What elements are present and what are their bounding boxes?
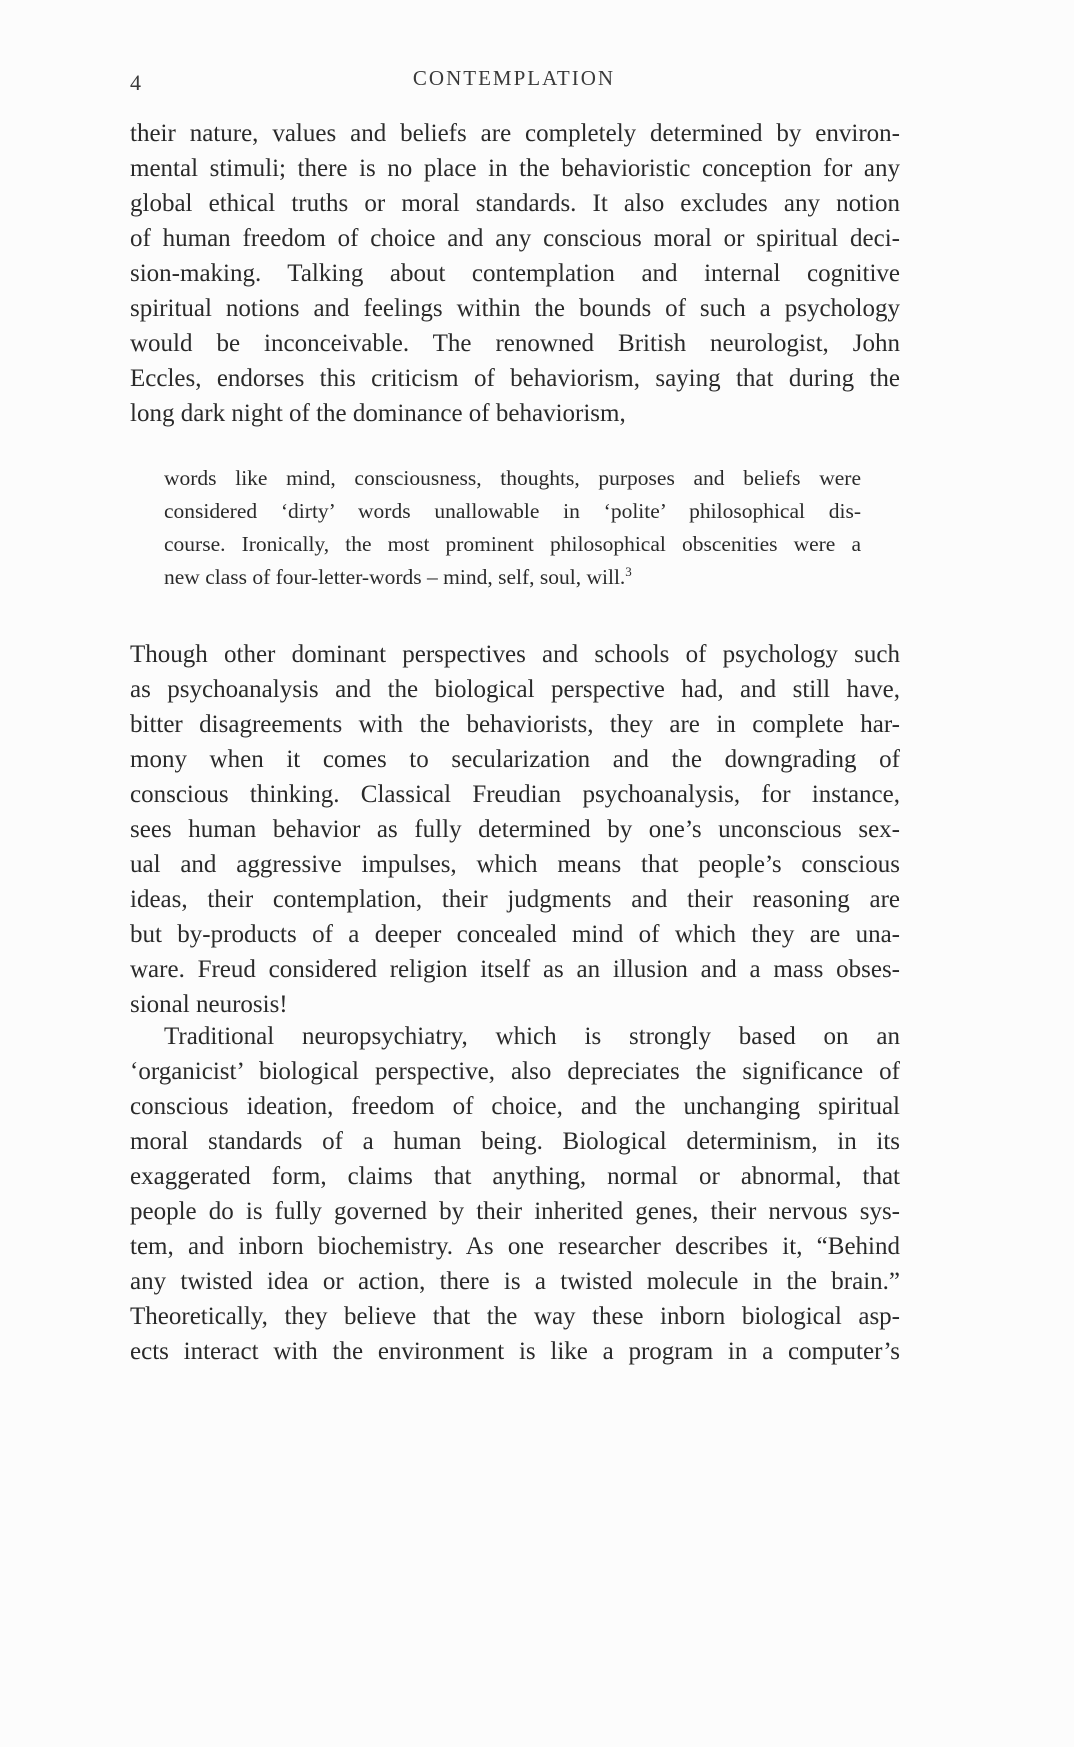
running-title: CONTEMPLATION [412,66,616,90]
text-line: bitter disagreements with the behaviorists, they are in complete har- [130,711,900,738]
quote-line: considered ‘dirty’ words unallowable in ‘polite’ philosophical dis- [164,499,861,523]
text-line: moral standards of a human being. Biological determinism, in its [130,1128,900,1155]
text-line: global ethical truths or moral standards. It also excludes any notion [130,190,900,217]
text-line: mony when it comes to secularization and the downgrading of [130,746,900,773]
text-line: would be inconceivable. The renowned British neurologist, John [130,330,900,357]
text-line: any twisted idea or action, there is a twisted molecule in the brain.” [130,1268,900,1295]
text-line: mental stimuli; there is no place in the behavioristic conception for any [130,155,900,182]
text-line: conscious ideation, freedom of choice, and the unchanging spiritual [130,1093,900,1120]
text-line: spiritual notions and feelings within the bounds of such a psychology [130,295,900,322]
text-line: ects interact with the environment is like a program in a computer’s [130,1338,900,1365]
paragraph-2 [130,637,900,1022]
text-line: Eccles, endorses this criticism of behaviorism, saying that during the [130,365,900,392]
page-number: 4 [130,70,141,95]
footnote-marker[interactable]: 3 [625,564,632,579]
text-line: people do is fully governed by their inherited genes, their nervous sys- [130,1198,900,1225]
text-line: ware. Freud considered religion itself as an illusion and a mass obses- [130,956,900,983]
quote-line: course. Ironically, the most prominent philosophical obscenities were a [164,532,861,556]
text-line: conscious thinking. Classical Freudian psychoanalysis, for instance, [130,781,900,808]
quote-line-last [164,561,861,594]
block-quote [164,462,861,594]
text-line: sion-making. Talking about contemplation and internal cognitive [130,260,900,287]
quote-line: words like mind, consciousness, thoughts, purposes and beliefs were [164,466,861,490]
text-line: sees human behavior as fully determined by one’s unconscious sex- [130,816,900,843]
text-line: ideas, their contemplation, their judgments and their reasoning are [130,886,900,913]
text-line: their nature, values and beliefs are completely determined by environ- [130,120,900,147]
text-line: long dark night of the dominance of behaviorism, [130,400,626,427]
text-line: ‘organicist’ biological perspective, also depreciates the significance of [130,1058,900,1085]
text-line: as psychoanalysis and the biological perspective had, and still have, [130,676,900,703]
paragraph-1 [130,116,900,431]
paragraph-3 [130,1019,900,1369]
text-line: tem, and inborn biochemistry. As one researcher describes it, “Behind [130,1233,900,1260]
text-line: Traditional neuropsychiatry, which is strongly based on an [164,1023,900,1050]
text-line: Theoretically, they believe that the way these inborn biological asp- [130,1303,900,1330]
text-line: ual and aggressive impulses, which means that people’s conscious [130,851,900,878]
text-line: sional neurosis! [130,991,288,1018]
text-line: Though other dominant perspectives and schools of psychology such [130,641,900,668]
text-line: of human freedom of choice and any conscious moral or spiritual deci- [130,225,900,252]
text-line: exaggerated form, claims that anything, normal or abnormal, that [130,1163,900,1190]
running-head [128,66,900,96]
quote-line-text: new class of four-letter-words – mind, self, soul, will. [164,565,626,589]
text-line: but by-products of a deeper concealed mind of which they are una- [130,921,900,948]
